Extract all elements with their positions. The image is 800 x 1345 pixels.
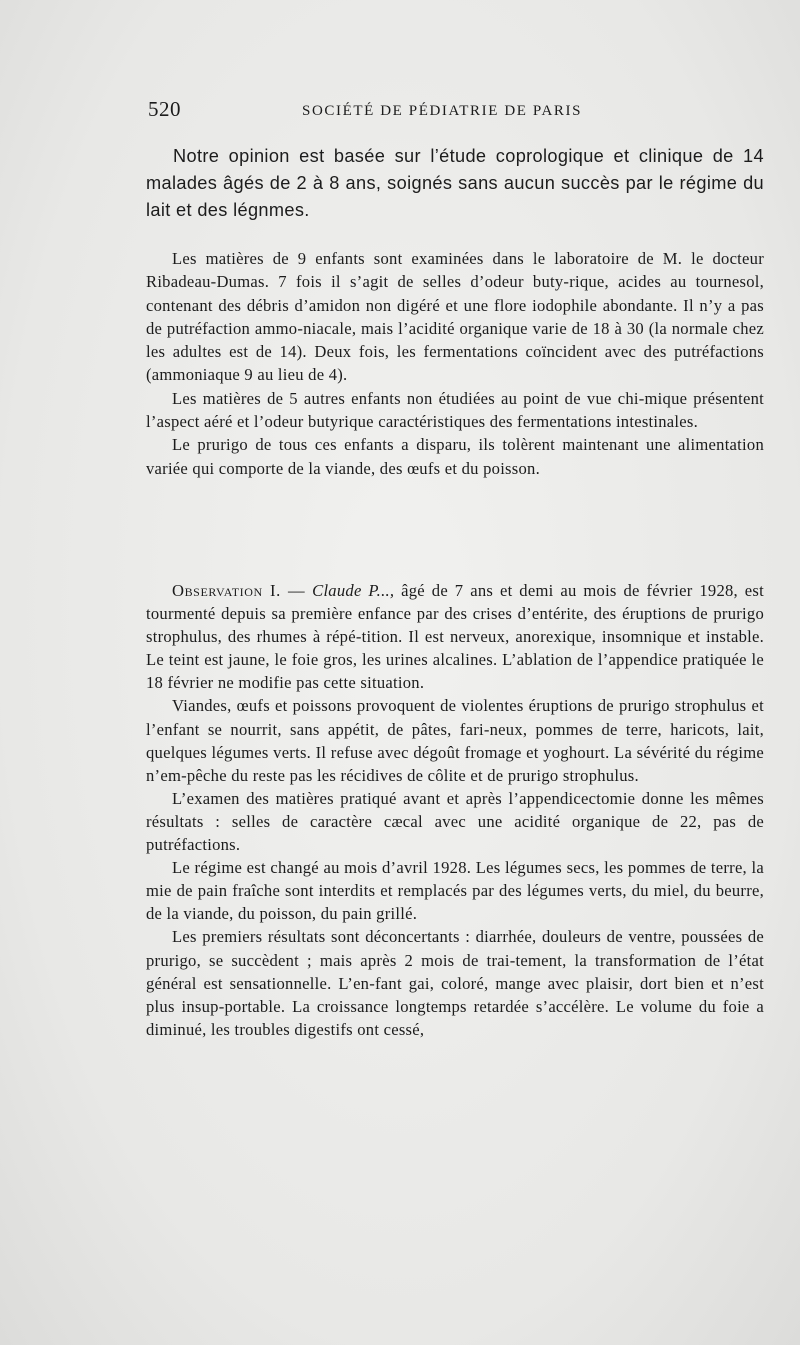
lab-paragraph-3: Le prurigo de tous ces enfants a disparu, ils tolèrent maintenant une alimentation variée qui comporte de la viande, des œufs et du poisson.	[146, 435, 764, 478]
running-title: SOCIÉTÉ DE PÉDIATRIE DE PARIS	[302, 103, 583, 119]
observation-paragraph-1	[146, 579, 764, 694]
intro-paragraph: Notre opinion est basée sur l’étude coprologique et clinique de 14 malades âgés de 2 à 8 ans, soignés sans aucun succès par le régime du lait et des légnmes.	[146, 146, 764, 220]
intro-section	[146, 143, 764, 224]
observation-paragraph-2: Viandes, œufs et poissons provoquent de violentes éruptions de prurigo strophulus et l’enfant se nourrit, sans appétit, de pâtes, fari-neux, pommes de terre, haricots, lait, quelques légumes verts. Il refuse avec dégoût fromage et yoghourt. La sévérité du régime n’em-pêche du reste pas les récidives de côlite et de prurigo strophulus.	[146, 696, 764, 785]
laboratory-section	[146, 247, 764, 480]
lab-paragraph-2: Les matières de 5 autres enfants non étudiées au point de vue chi-mique présentent l’aspect aéré et l’odeur butyrique caractéristiques des fermentations intestinales.	[146, 388, 764, 432]
page-number: 520	[148, 97, 181, 121]
observation-paragraph-5: Les premiers résultats sont déconcertants : diarrhée, douleurs de ventre, poussées de prurigo, se succèdent ; mais après 2 mois de trai-tement, la transformation de l’état général est sensationnelle. L’en-fant gai, coloré, mange avec plaisir, dort bien et n’est plus insup-portable. La croissance longtemps retardée s’accélère. Le volume du foie a diminué, les troubles digestifs ont cessé,	[146, 927, 764, 1039]
observation-paragraph-4: Le régime est changé au mois d’avril 1928. Les légumes secs, les pommes de terre, la mie de pain fraîche sont interdits et remplacés par des légumes verts, du miel, du beurre, de la viande, du poisson, du pain grillé.	[146, 858, 764, 924]
observation-section	[146, 579, 764, 1041]
observation-label: Observation I. —	[172, 581, 306, 600]
patient-name: Claude P...,	[312, 581, 395, 600]
observation-intro-text: âgé de 7 ans et demi au mois de février 1928, est tourmenté depuis sa première enfance par des crises d’entérite, des éruptions de prurigo strophulus, des rhumes à répé-tition. Il est nerveux, anorexique, insomnique et instable. Le teint est jaune, le foie gros, les urines alcalines. L’ablation de l’appendice pratiquée le 18 février ne modifie pas cette situation.	[146, 581, 764, 693]
lab-paragraph-1: Les matières de 9 enfants sont examinées dans le laboratoire de M. le docteur Ribadeau-Dumas. 7 fois il s’agit de selles d’odeur buty-rique, acides au tournesol, contenant des débris d’amidon non digéré et une flore iodophile abondante. Il n’y a pas de putréfaction ammo-niacale, mais l’acidité organique varie de 18 à 30 (la normale chez les adultes est de 14). Deux fois, les fermentations coïncident avec des putréfactions (ammoniaque 9 au lieu de 4).	[146, 249, 764, 385]
page-header	[146, 97, 760, 127]
observation-paragraph-3: L’examen des matières pratiqué avant et après l’appendicectomie donne les mêmes résultats : selles de caractère cæcal avec une acidité organique de 22, pas de putréfactions.	[146, 788, 764, 855]
